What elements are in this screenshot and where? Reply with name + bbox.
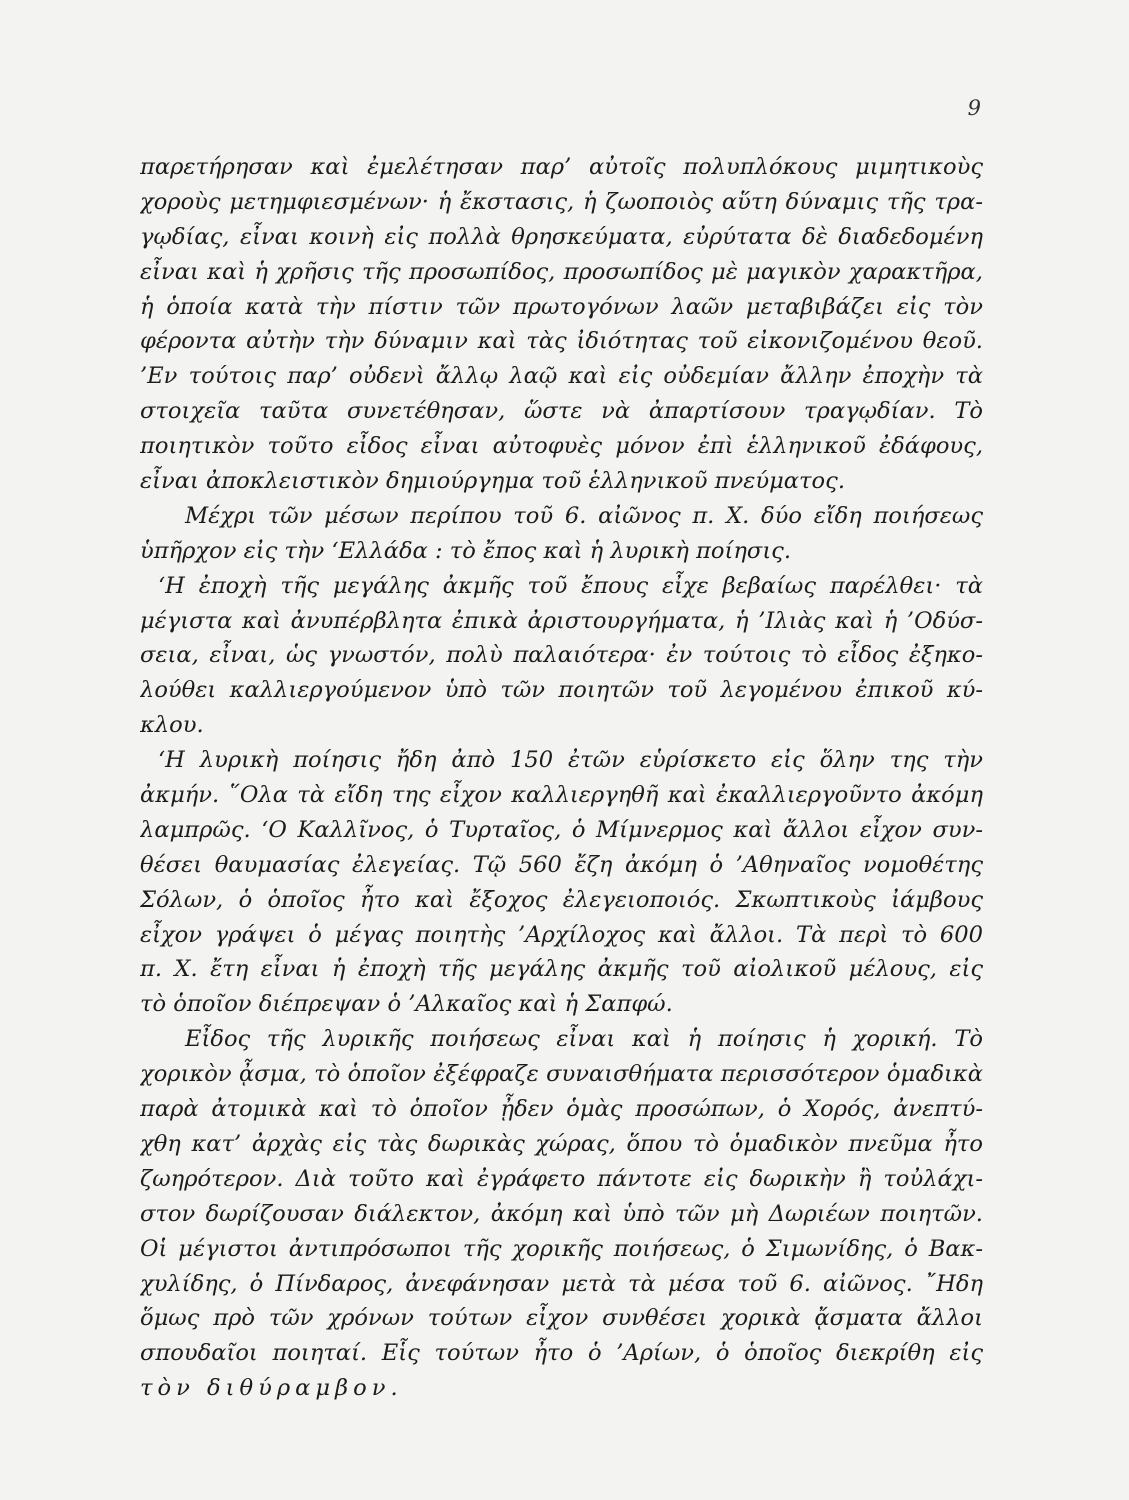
text-line: Σόλων, ὁ ὁποῖος ἦτο καὶ ἔξοχος ἐλεγειοποιός. Σκωπτικοὺς ἰάμβους <box>140 886 983 913</box>
text-line: φέροντα αὐτὴν τὴν δύναμιν καὶ τὰς ἰδιότητας τοῦ εἰκονιζομένου θεοῦ. <box>140 328 983 355</box>
body-text <box>140 150 983 1406</box>
text-line: θέσει θαυμασίας ἐλεγείας. Τῷ 560 ἔζη ἀκόμη ὁ ’Αθηναῖος νομοθέτης <box>140 851 983 878</box>
text-line: ὑπῆρχον εἰς τὴν ‘Ελλάδα : τὸ ἔπος καὶ ἡ λυρικὴ ποίησις. <box>140 537 792 564</box>
text-line: ἡ ὁποία κατὰ τὴν πίστιν τῶν πρωτογόνων λαῶν μεταβιβάζει εἰς τὸν <box>140 293 983 320</box>
text-line: σπουδαῖοι ποιηταί. Εἷς τούτων ἦτο ὁ ’Αρίων, ὁ ὁποῖος διεκρίθη εἰς <box>140 1340 983 1367</box>
text-line: λαμπρῶς. ‘Ο Καλλῖνος, ὁ Τυρταῖος, ὁ Μίμνερμος καὶ ἄλλοι εἶχον συν- <box>140 816 983 843</box>
text-line: ἀκμήν. ῞Ολα τὰ εἴδη της εἶχον καλλιεργηθῆ καὶ ἐκαλλιεργοῦντο ἀκόμη <box>140 782 983 809</box>
text-line: Μέχρι τῶν μέσων περίπου τοῦ 6. αἰῶνος π. Χ. δύο εἴδη ποιήσεως <box>185 502 983 529</box>
text-line: λούθει καλλιεργούμενον ὑπὸ τῶν ποιητῶν τοῦ λεγομένου ἐπικοῦ κύ- <box>140 677 983 704</box>
text-line: μέγιστα καὶ ἀνυπέρβλητα ἐπικὰ ἀριστουργήματα, ἡ ’Ιλιὰς καὶ ἡ ’Οδύσ- <box>140 607 983 634</box>
text-line: χυλίδης, ὁ Πίνδαρος, ἀνεφάνησαν μετὰ τὰ μέσα τοῦ 6. αἰῶνος. ῎Ηδη <box>140 1270 983 1297</box>
text-line: χοροὺς μετημφιεσμένων· ἡ ἔκστασις, ἡ ζωοποιὸς αὕτη δύναμις τῆς τρα- <box>140 188 983 215</box>
text-line: τὸν διθύραμβον. <box>140 1375 403 1402</box>
text-line: ‘Η λυρικὴ ποίησις ἤδη ἀπὸ 150 ἐτῶν εὑρίσκετο εἰς ὅλην της τὴν <box>158 747 983 774</box>
page-number: 9 <box>967 96 981 120</box>
text-line: χθη κατ’ ἀρχὰς εἰς τὰς δωρικὰς χώρας, ὅπου τὸ ὁμαδικὸν πνεῦμα ἦτο <box>140 1130 983 1157</box>
text-line: ’Εν τούτοις παρ’ οὐδενὶ ἄλλῳ λαῷ καὶ εἰς οὐδεμίαν ἄλλην ἐποχὴν τὰ <box>140 363 983 390</box>
text-line: τὸ ὁποῖον διέπρεψαν ὁ ’Αλκαῖος καὶ ἡ Σαπφώ. <box>140 991 673 1018</box>
text-line: στοιχεῖα ταῦτα συνετέθησαν, ὥστε νὰ ἀπαρτίσουν τραγῳδίαν. Τὸ <box>140 398 983 425</box>
text-line: ποιητικὸν τοῦτο εἶδος εἶναι αὐτοφυὲς μόνον ἐπὶ ἑλληνικοῦ ἐδάφους, <box>140 433 983 460</box>
text-line: Οἱ μέγιστοι ἀντιπρόσωποι τῆς χορικῆς ποιήσεως, ὁ Σιμωνίδης, ὁ Βακ- <box>140 1235 983 1262</box>
text-line: εἶχον γράψει ὁ μέγας ποιητὴς ’Αρχίλοχος καὶ ἄλλοι. Τὰ περὶ τὸ 600 <box>140 921 983 948</box>
text-line: ζωηρότερον. Διὰ τοῦτο καὶ ἐγράφετο πάντοτε εἰς δωρικὴν ἢ τοὐλάχι- <box>140 1165 983 1192</box>
text-line: παρὰ ἀτομικὰ καὶ τὸ ὁποῖον ᾖδεν ὁμὰς προσώπων, ὁ Χορός, ἀνεπτύ- <box>140 1096 983 1123</box>
text-line: ‘Η ἐποχὴ τῆς μεγάλης ἀκμῆς τοῦ ἔπους εἶχε βεβαίως παρέλθει· τὰ <box>158 572 983 599</box>
text-line: π. Χ. ἔτη εἶναι ἡ ἐποχὴ τῆς μεγάλης ἀκμῆς τοῦ αἰολικοῦ μέλους, εἰς <box>140 956 983 983</box>
text-line: χορικὸν ᾆσμα, τὸ ὁποῖον ἐξέφραζε συναισθήματα περισσότερον ὁμαδικὰ <box>140 1061 983 1088</box>
text-line: σεια, εἶναι, ὡς γνωστόν, πολὺ παλαιότερα· ἐν τούτοις τὸ εἶδος ἐξηκο- <box>140 642 983 669</box>
text-line: γῳδίας, εἶναι κοινὴ εἰς πολλὰ θρησκεύματα, εὐρύτατα δὲ διαδεδομένη <box>140 223 983 250</box>
text-line: Εἶδος τῆς λυρικῆς ποιήσεως εἶναι καὶ ἡ ποίησις ἡ χορική. Τὸ <box>185 1026 983 1053</box>
text-line: κλου. <box>140 712 204 739</box>
text-line: ὅμως πρὸ τῶν χρόνων τούτων εἶχον συνθέσει χορικὰ ᾄσματα ἄλλοι <box>140 1305 983 1332</box>
text-line: στον δωρίζουσαν διάλεκτον, ἀκόμη καὶ ὑπὸ τῶν μὴ Δωριέων ποιητῶν. <box>140 1200 983 1227</box>
text-line: εἶναι καὶ ἡ χρῆσις τῆς προσωπίδος, προσωπίδος μὲ μαγικὸν χαρακτῆρα, <box>140 258 983 285</box>
text-line: εἶναι ἀποκλειστικὸν δημιούργημα τοῦ ἑλληνικοῦ πνεύματος. <box>140 468 845 495</box>
text-line: παρετήρησαν καὶ ἐμελέτησαν παρ’ αὐτοῖς πολυπλόκους μιμητικοὺς <box>140 154 983 180</box>
